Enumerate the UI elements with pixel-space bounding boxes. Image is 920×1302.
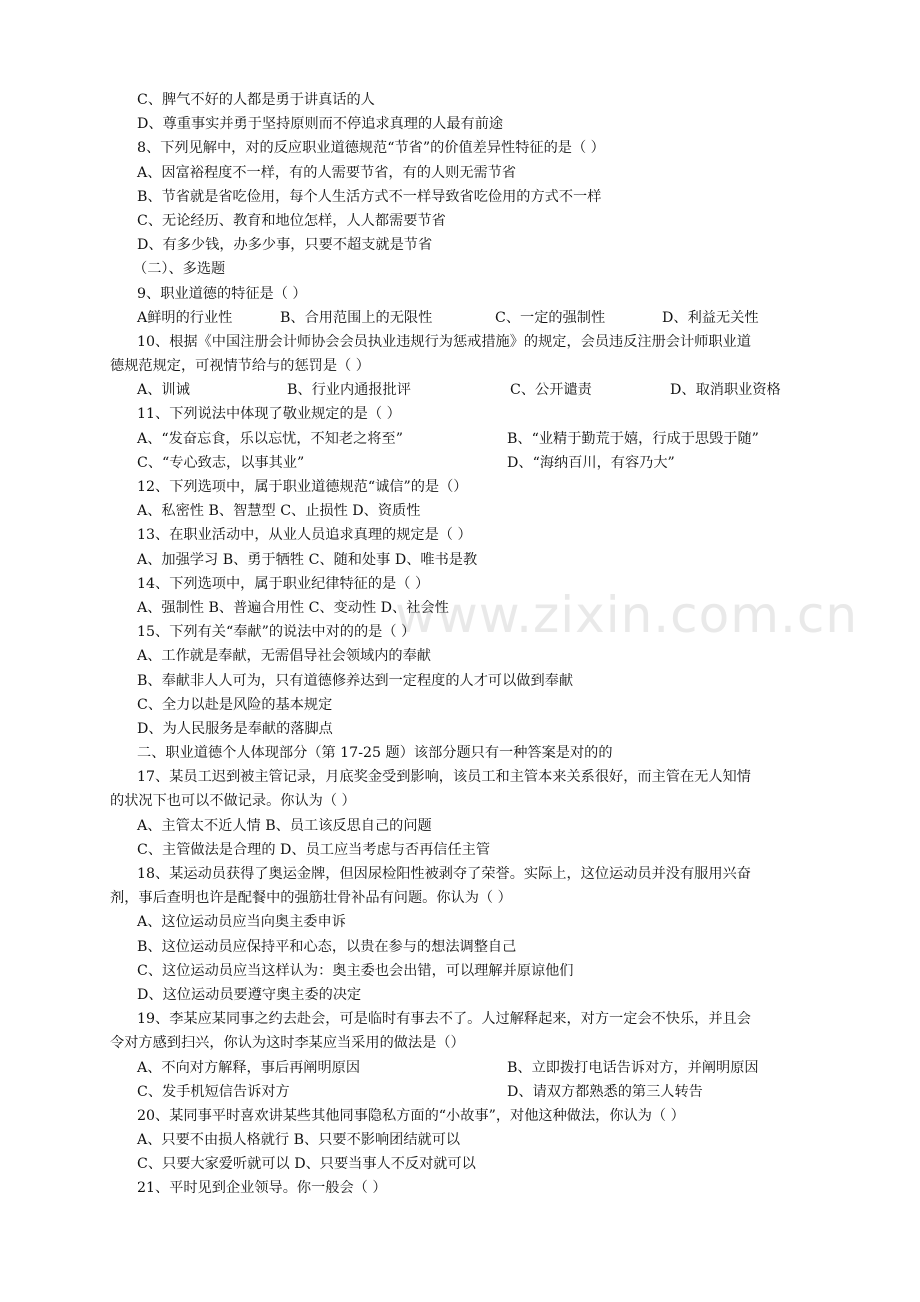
text-line: 德规范规定，可视情节给与的惩罚是（ ） [110, 358, 370, 375]
option: B、合用范围上的无限性 [280, 309, 433, 326]
text-line: A、工作就是奉献，无需倡导社会领域内的奉献 [137, 648, 431, 665]
question-text [110, 88, 810, 1201]
text-line: C、主管做法是合理的 D、员工应当考虑与否再信任主管 [137, 841, 491, 858]
question-9: 9、职业道德的特征是（ ） [137, 285, 307, 302]
section-heading: （二）、多选题 [133, 261, 226, 278]
question-21: 21、平时见到企业领导。你一般会（ ） [137, 1180, 387, 1197]
option: C、公开谴责 [510, 382, 592, 399]
option: A鲜明的行业性 [137, 309, 233, 326]
question-10: 10、根据《中国注册会计师协会会员执业违规行为惩戒措施》的规定，会员违反注册会计师职业道 [137, 333, 751, 350]
option: A、不向对方解释，事后再阐明原因 [137, 1059, 361, 1076]
option: D、“海纳百川，有容乃大” [507, 454, 675, 471]
text-line: B、这位运动员应保持平和心态，以贵在参与的想法调整自己 [137, 938, 517, 955]
option: B、“业精于勤荒于嬉，行成于思毁于随” [507, 430, 759, 447]
question-15: 15、下列有关“奉献”的说法中对的的是（ ） [137, 624, 416, 641]
text-line: A、因富裕程度不一样，有的人需要节省，有的人则无需节省 [137, 164, 517, 181]
question-18: 18、某运动员获得了奥运金牌，但因尿检阳性被剥夺了荣誉。实际上，这位运动员并没有服用兴奋 [137, 866, 751, 882]
text-line: D、有多少钱，办多少事，只要不超支就是节省 [137, 237, 433, 254]
option: D、请双方都熟悉的第三人转告 [507, 1083, 703, 1100]
text-line: C、这位运动员应当这样认为：奥主委也会出错，可以理解并原谅他们 [137, 962, 574, 979]
question-12: 12、下列选项中，属于职业道德规范“诚信”的是（） [137, 479, 468, 495]
text-line: A、加强学习 B、勇于牺牲 C、随和处事 D、唯书是教 [137, 551, 478, 568]
question-17: 17、某员工迟到被主管记录，月底奖金受到影响，该员工和主管本来关系很好，而主管在无人知情 [137, 769, 751, 786]
option: B、立即拨打电话告诉对方，并阐明原因 [507, 1059, 759, 1076]
question-11: 11、下列说法中体现了敬业规定的是（ ） [137, 406, 401, 423]
text-line: 剂，事后查明也许是配餐中的强筋壮骨补品有问题。你认为（ ） [110, 890, 512, 907]
text-line: A、只要不由损人格就行 B、只要不影响团结就可以 [137, 1132, 461, 1149]
options-row [110, 306, 810, 330]
options-row [110, 427, 810, 451]
question-20: 20、某同事平时喜欢讲某些其他同事隐私方面的“小故事”，对他这种做法，你认为（ ） [137, 1107, 685, 1124]
text-line: C、无论经历、教育和地位怎样，人人都需要节省 [137, 212, 446, 229]
text-line: A、这位运动员应当向奥主委申诉 [137, 914, 346, 931]
option: A、训诫 [137, 382, 190, 399]
option: C、“专心致志，以事其业” [137, 454, 305, 471]
text-line: D、为人民服务是奉献的落脚点 [137, 720, 333, 737]
text-line: D、尊重事实并勇于坚持原则而不停追求真理的人最有前途 [137, 116, 504, 133]
option: D、取消职业资格 [670, 382, 781, 399]
question-14: 14、下列选项中，属于职业纪律特征的是（ ） [137, 575, 430, 592]
text-line: D、这位运动员要遵守奥主委的决定 [137, 986, 362, 1003]
options-row [110, 451, 810, 475]
option: D、利益无关性 [662, 309, 759, 326]
question-8: 8、下列见解中，对的反应职业道德规范“节省”的价值差异性特征的是（ ） [137, 140, 605, 157]
option: C、发手机短信告诉对方 [137, 1083, 290, 1100]
options-row [110, 1080, 810, 1104]
question-19: 19、李某应某同事之约去赴会，可是临时有事去不了。人过解释起来，对方一定会不快乐，并且会 [137, 1011, 751, 1028]
text-line: A、私密性 B、智慧型 C、止损性 D、资质性 [137, 503, 421, 520]
option: A、“发奋忘食，乐以忘忧，不知老之将至” [137, 430, 403, 447]
options-row [110, 378, 810, 402]
options-row [110, 1056, 810, 1080]
text-line: C、脾气不好的人都是勇于讲真话的人 [137, 92, 375, 108]
text-line: 的状况下也可以不做记录。你认为（ ） [110, 793, 356, 810]
text-line: A、主管太不近人情 B、员工该反思自己的问题 [137, 817, 432, 834]
watermark: www.zixin.com.cn [395, 586, 859, 644]
text-line: B、奉献非人人可为，只有道德修养达到一定程度的人才可以做到奉献 [137, 672, 574, 689]
section-heading: 二、职业道德个人体现部分（第 17-25 题）该部分题只有一种答案是对的的 [137, 745, 613, 762]
option: C、一定的强制性 [495, 309, 606, 326]
text-line: A、强制性 B、普遍合用性 C、变动性 D、社会性 [137, 599, 449, 616]
text-line: 令对方感到扫兴，你认为这时李某应当采用的做法是（） [110, 1035, 465, 1052]
question-13: 13、在职业活动中，从业人员追求真理的规定是（ ） [137, 527, 472, 544]
text-line: B、节省就是省吃俭用，每个人生活方式不一样导致省吃俭用的方式不一样 [137, 188, 602, 205]
option: B、行业内通报批评 [287, 382, 411, 399]
text-line: C、全力以赴是风险的基本规定 [137, 696, 333, 713]
text-line: C、只要大家爱听就可以 D、只要当事人不反对就可以 [137, 1156, 476, 1173]
